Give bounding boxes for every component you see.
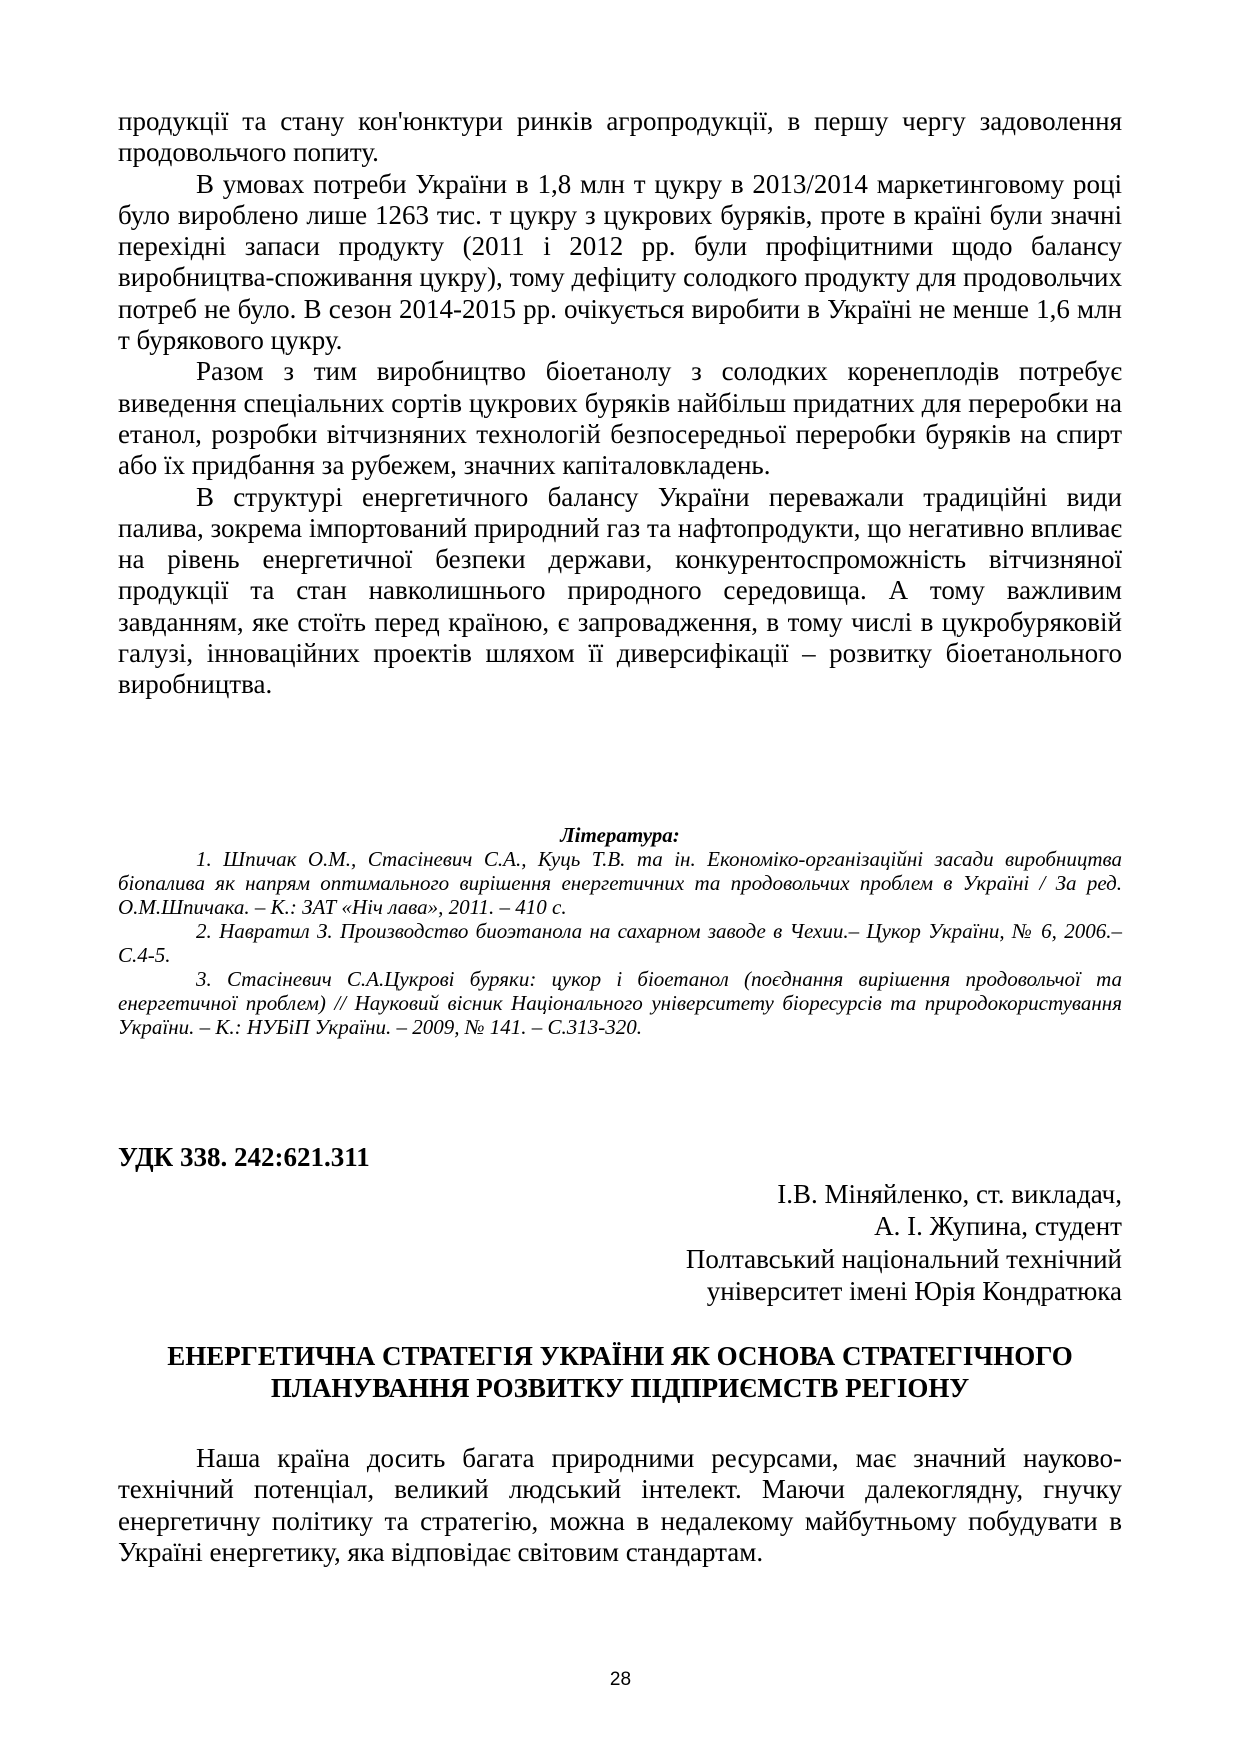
article-paragraph: Наша країна досить багата природними ресурсами, має значний науково-технічний потенціал, великий людський інтелект. Маючи далекоглядну, гнучку енергетичну політику та стратегію, можна в недалекому майбутньому побудувати в Україні енергетику, яка відповідає світовим стандартам. xyxy=(118,1443,1122,1567)
literature-section xyxy=(118,823,1122,1039)
body-text xyxy=(118,106,1122,701)
article-title xyxy=(118,1340,1122,1404)
author-line: А. І. Жупина, студент xyxy=(874,1211,1122,1242)
literature-item: 2. Навратил З. Производство биоэтанола на сахарном заводе в Чехии.– Цукор України, № 6, 2006.– С.4-5. xyxy=(118,919,1122,967)
author-line: І.В. Міняйленко, ст. викладач, xyxy=(777,1179,1122,1209)
literature-item: 1. Шпичак О.М., Стасіневич С.А., Куць Т.В. та ін. Економіко-організаційні засади виробництва біопалива як напрям оптимального вирішення енергетичних та продовольчих проблем в Україні / За ред. О.М.Шпичака. – К.: ЗАТ «Ніч лава», 2011. – 410 с. xyxy=(118,847,1122,919)
article-title-line: ЕНЕРГЕТИЧНА СТРАТЕГІЯ УКРАЇНИ ЯК ОСНОВА СТРАТЕГІЧНОГО xyxy=(167,1341,1073,1371)
udc-code: УДК 338. 242:621.311 xyxy=(118,1142,370,1172)
page-number: 28 xyxy=(609,1669,632,1690)
body-paragraph: В умовах потреби України в 1,8 млн т цукру в 2013/2014 маркетинговому році було вироблено лише 1263 тис. т цукру з цукрових буряків, проте в країні були значні перехідні запаси продукту (2011 і 2012 рр. були профіцитними щодо балансу виробництва-споживання цукру), тому дефіциту солодкого продукту для продовольчих потреб не було. В сезон 2014-2015 рр. очікується виробити в Україні не менше 1,6 млн т бурякового цукру. xyxy=(118,168,1122,356)
literature-heading: Література: xyxy=(560,823,680,847)
affiliation-line: університет імені Юрія Кондратюка xyxy=(706,1276,1122,1307)
literature-list xyxy=(118,847,1122,1039)
affiliation-line: Полтавський національний технічний xyxy=(685,1243,1122,1274)
body-paragraph: продукції та стану кон'юнктури ринків агропродукції, в першу чергу задоволення продовольчого попиту. xyxy=(118,106,1122,168)
author-block xyxy=(118,1178,1122,1308)
body-paragraph: В структурі енергетичного балансу України переважали традиційні види палива, зокрема імпортований природний газ та нафтопродукти, що негативно впливає на рівень енергетичної безпеки держави, конкурентоспроможність вітчизняної продукції та стан навколишнього природного середовища. А тому важливим завданням, яке стоїть перед країною, є запровадження, в тому числі в цукробуряковій галузі, інноваційних проектів шляхом її диверсифікації – розвитку біоетанольного виробництва. xyxy=(118,481,1122,700)
body-paragraph: Разом з тим виробництво біоетанолу з солодких коренеплодів потребує виведення спеціальних сортів цукрових буряків найбільш придатних для переробки на етанол, розробки вітчизняних технологій безпосередньої переробки буряків на спирт або їх придбання за рубежем, значних капіталовкладень. xyxy=(118,356,1122,481)
literature-item: 3. Стасіневич С.А.Цукрові буряки: цукор і біоетанол (поєднання вирішення продовольчої та енергетичної проблем) // Науковий вісник Національного університету біоресурсів та природокористування України. – К.: НУБіП України. – 2009, № 141. – С.313-320. xyxy=(118,967,1122,1039)
article-body xyxy=(118,1443,1122,1568)
article-title-line: ПЛАНУВАННЯ РОЗВИТКУ ПІДПРИЄМСТВ РЕГІОНУ xyxy=(270,1373,970,1403)
